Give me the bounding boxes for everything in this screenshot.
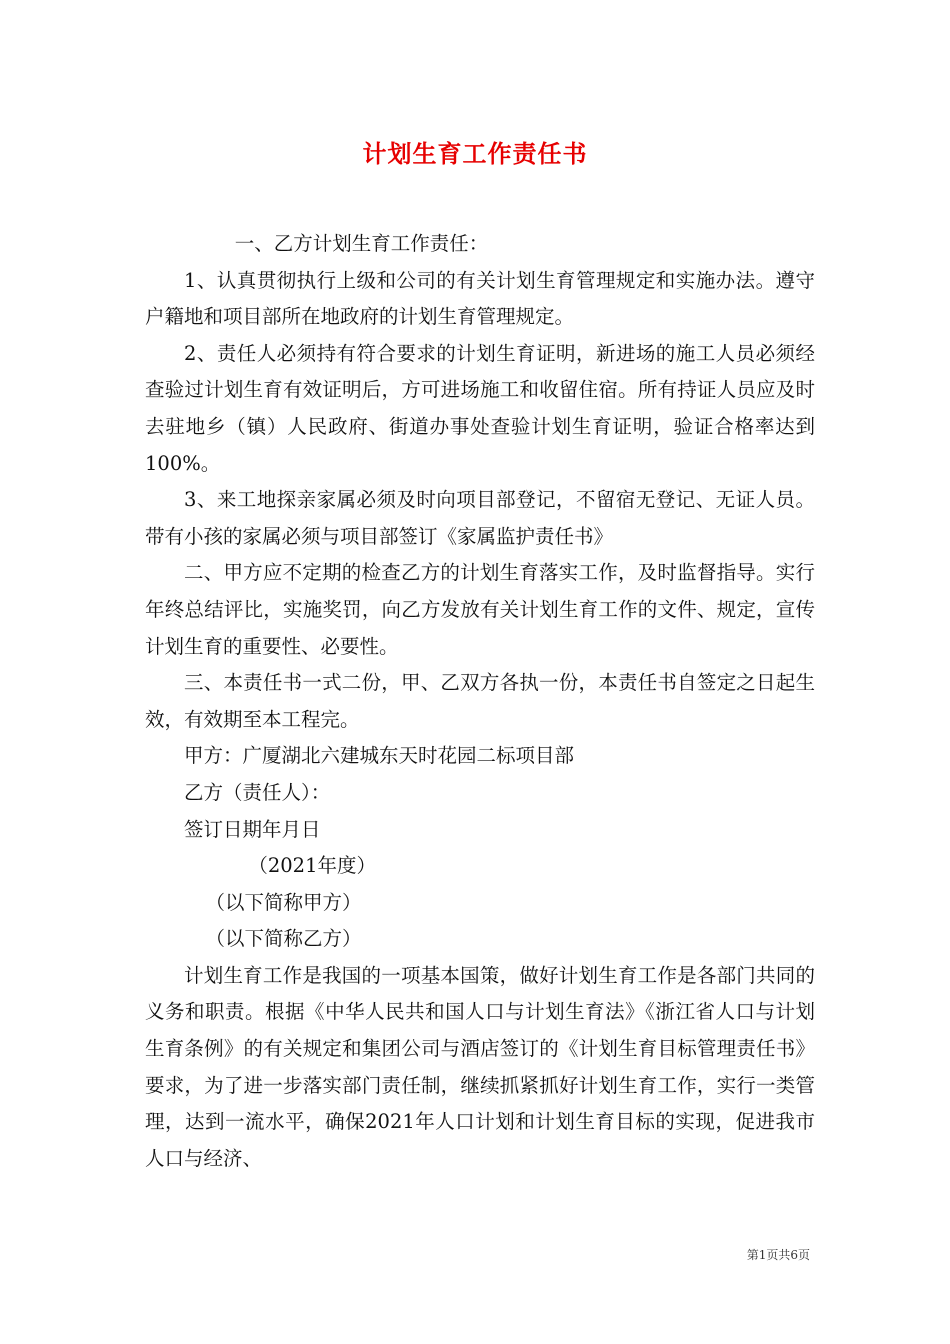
party-a-line: 甲方：广厦湖北六建城东天时花园二标项目部 bbox=[184, 744, 575, 768]
party-a-alias-line: （以下简称甲方） bbox=[205, 890, 362, 914]
section-heading-1: 一、乙方计划生育工作责任： bbox=[234, 232, 489, 255]
paragraph-item-2: 2、责任人必须持有符合要求的计划生育证明，新进场的施工人员必须经查验过计划生育有效证明后，方可进场施工和收留住宿。所有持证人员应及时去驻地乡（镇）人民政府、街道办事处查验计划生育证明，验证合格率达到100%。 bbox=[145, 341, 815, 475]
page-number: 第1页共6页 bbox=[746, 1248, 810, 1262]
paragraph-item-3: 3、来工地探亲家属必须及时向项目部登记，不留宿无登记、无证人员。带有小孩的家属必须与项目部签订《家属监护责任书》 bbox=[145, 488, 815, 548]
document-title: 计划生育工作责任书 bbox=[362, 139, 588, 168]
party-b-line: 乙方（责任人）： bbox=[184, 780, 331, 804]
party-b-alias-line: （以下简称乙方） bbox=[205, 927, 362, 951]
paragraph-item-1: 1、认真贯彻执行上级和公司的有关计划生育管理规定和实施办法。遵守户籍地和项目部所在地政府的计划生育管理规定。 bbox=[145, 268, 815, 329]
policy-paragraph: 计划生育工作是我国的一项基本国策，做好计划生育工作是各部门共同的义务和职责。根据《中华人民共和国人口与计划生育法》《浙江省人口与计划生育条例》的有关规定和集团公司与酒店签订的《计划生育目标管理责任书》要求，为了进一步落实部门责任制，继续抓紧抓好计划生育工作，实行一类管理，达到一流水平，确保2021年人口计划和计划生育目标的实现，促进我市人口与经济、 bbox=[145, 963, 815, 1170]
section-heading-3: 三、本责任书一式二份，甲、乙双方各执一份，本责任书自签定之日起生效，有效期至本工程完。 bbox=[145, 671, 815, 731]
document-body bbox=[145, 226, 815, 1177]
year-line: （2021年度） bbox=[248, 854, 376, 878]
section-heading-2: 二、甲方应不定期的检查乙方的计划生育落实工作，及时监督指导。实行年终总结评比，实施奖罚，向乙方发放有关计划生育工作的文件、规定，宣传计划生育的重要性、必要性。 bbox=[145, 561, 815, 658]
sign-date-line: 签订日期年月日 bbox=[184, 817, 321, 841]
